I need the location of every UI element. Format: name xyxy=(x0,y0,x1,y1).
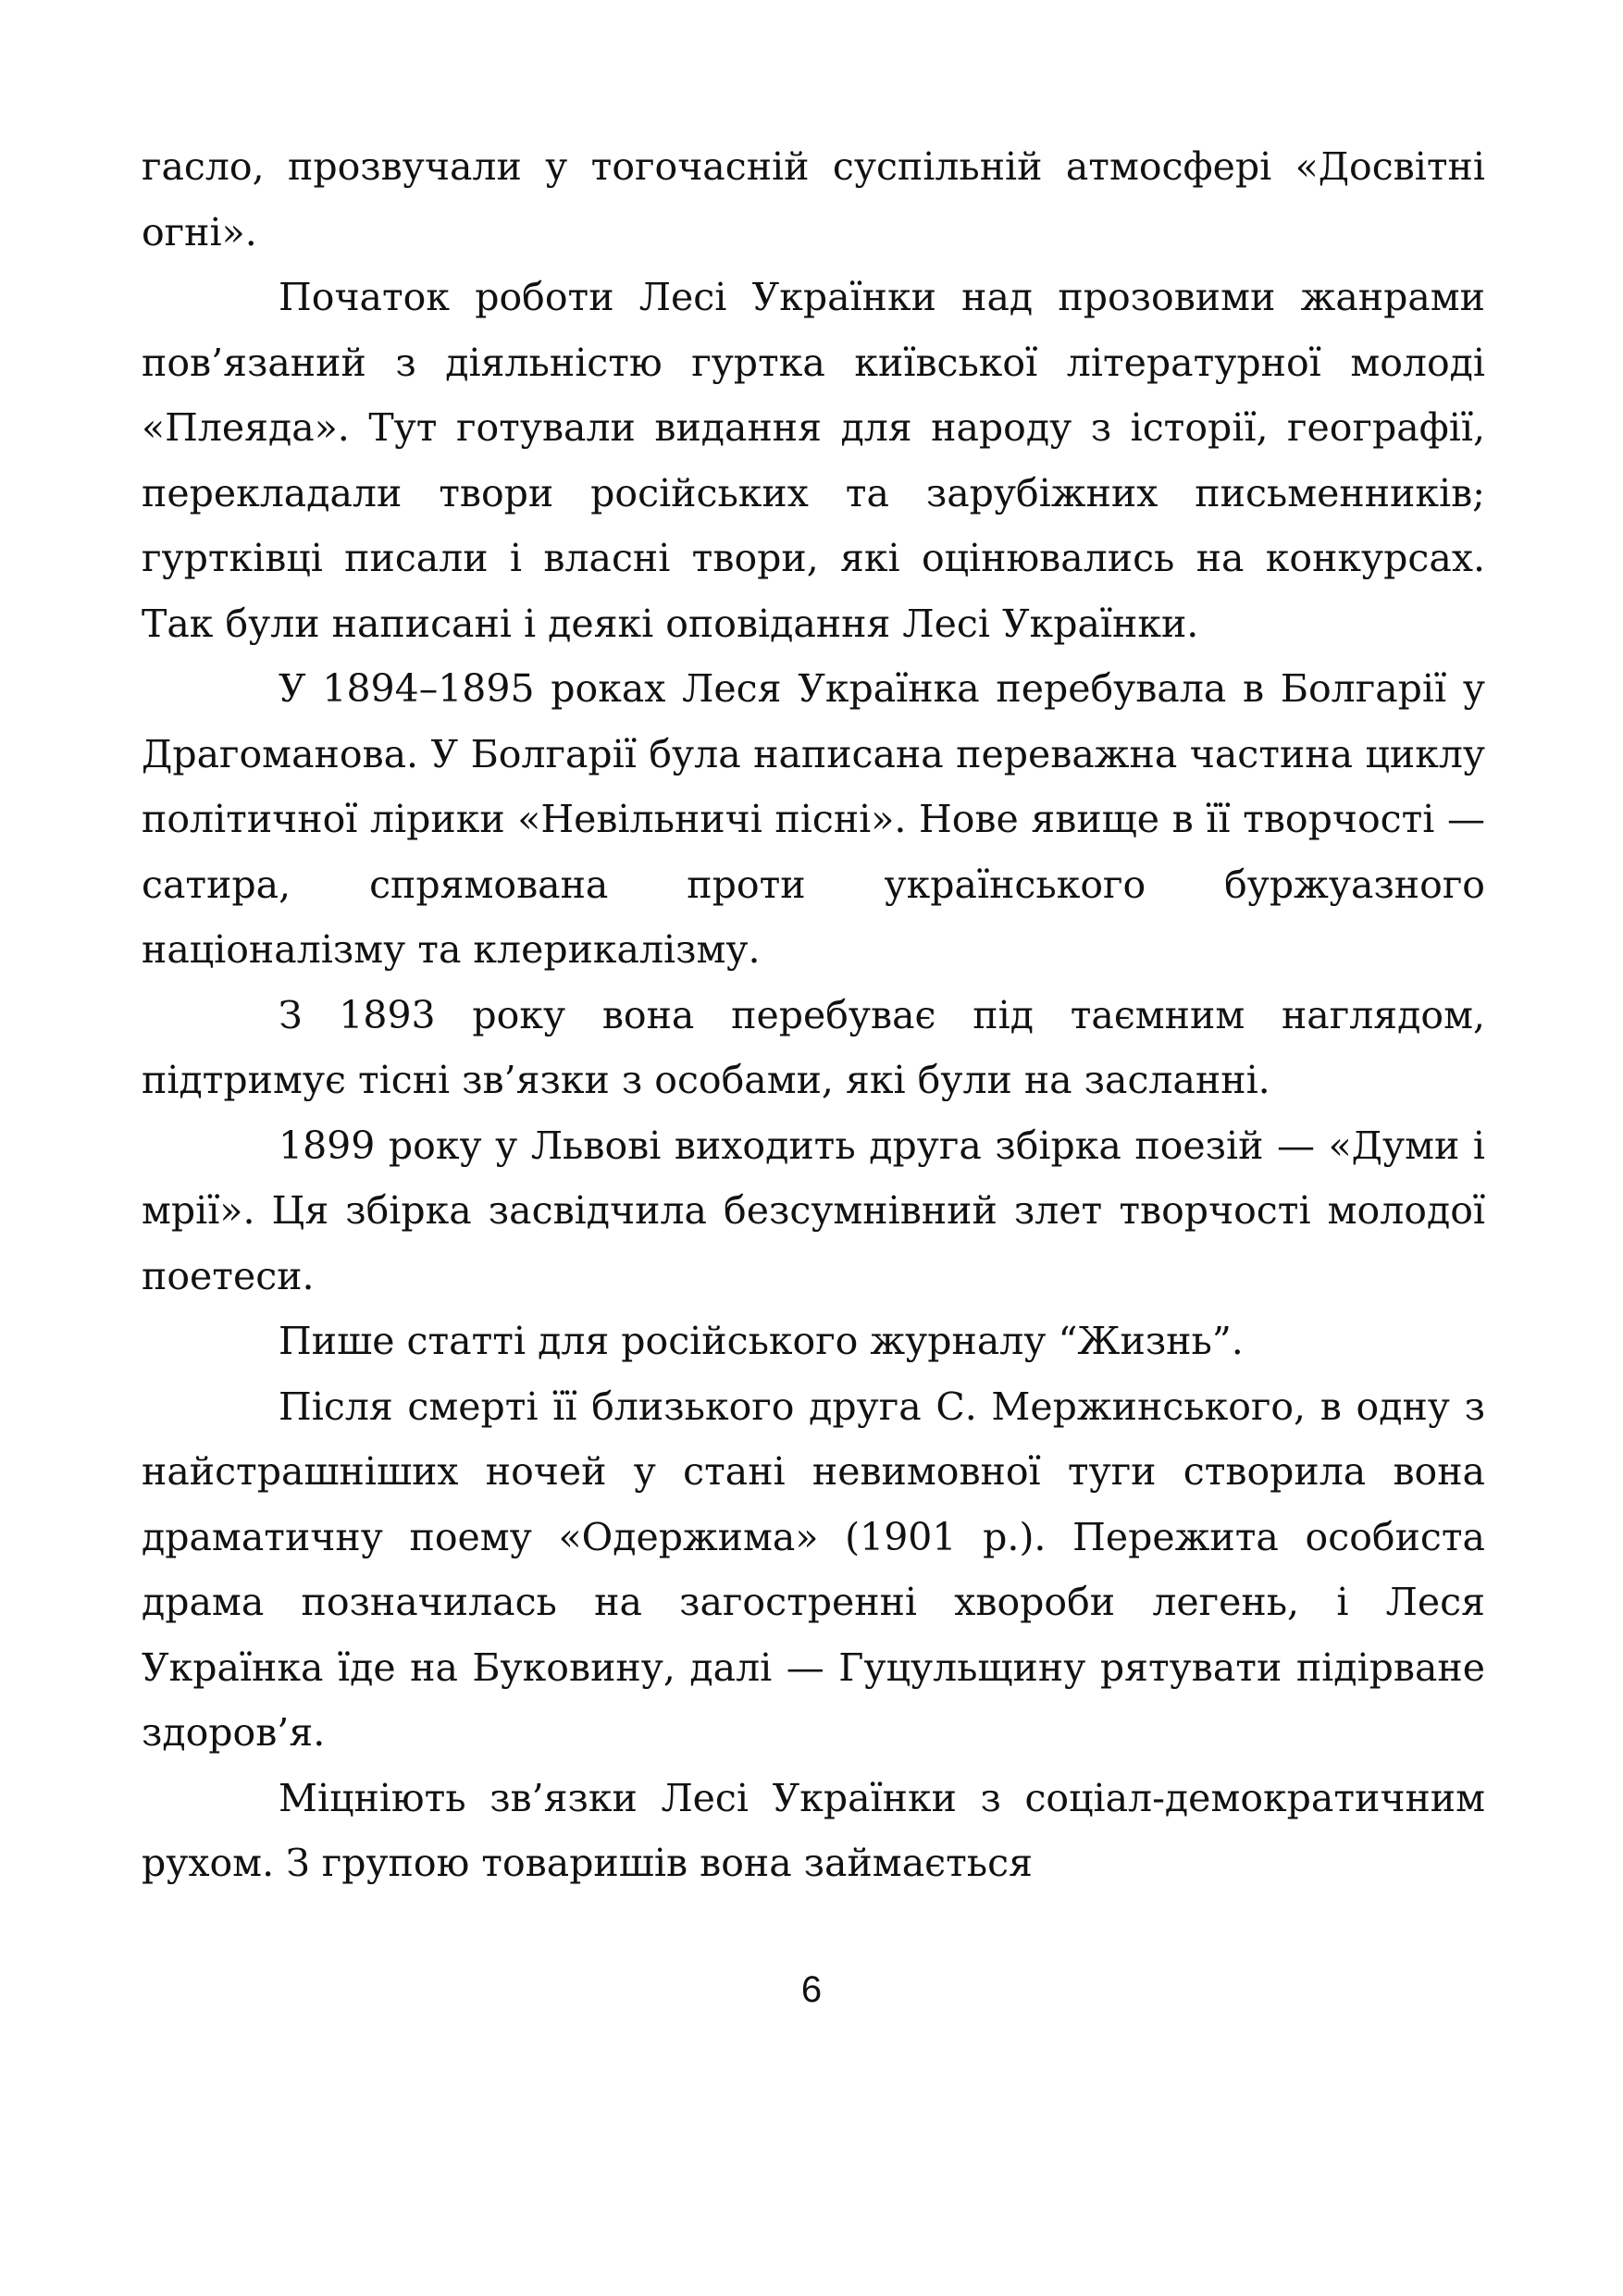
paragraph: Початок роботи Лесі Українки над прозовими жанрами пов’язаний з діяльністю гуртка київської літературної молоді «Плеяда». Тут готували видання для народу з історії, географії, перекладали твори російських та зарубіжних письменників; гуртківці писали і власні твори, які оцінювались на конкурсах. Так були написані і деякі оповідання Лесі Українки. xyxy=(142,275,1485,646)
paragraph: З 1893 року вона перебуває під таємним наглядом, підтримує тісні зв’язки з особами, які були на засланні. xyxy=(142,992,1485,1102)
paragraph: Пише статті для російського журналу “Жизнь”. xyxy=(279,1319,1244,1363)
paragraph: Міцніють зв’язки Лесі Українки з соціал-демократичним рухом. З групою товаришів вона займається xyxy=(142,1775,1485,1885)
body-text xyxy=(142,134,1485,1896)
page-number: 6 xyxy=(800,1969,823,2010)
paragraph: 1899 року у Львові виходить друга збірка поезій — «Думи і мрії». Ця збірка засвідчила безсумнівний злет творчості молодої поетеси. xyxy=(142,1123,1485,1298)
paragraph-continued: гасло, прозвучали у тогочасній суспільній атмосфері «Досвітні огні». xyxy=(142,144,1485,254)
paragraph: У 1894–1895 роках Леся Українка перебувала в Болгарії у Драгоманова. У Болгарії була написана переважна частина циклу політичної лірики «Невільничі пісні». Нове явище в її творчості — сатира, спрямована проти українського буржуазного націоналізму та клерикалізму. xyxy=(142,666,1485,972)
paragraph: Після смерті її близького друга С. Мержинського, в одну з найстрашніших ночей у стані невимовної туги створила вона драматичну поему «Одержима» (1901 р.). Пережита особиста драма позначилась на загостренні хвороби легень, і Леся Українка їде на Буковину, далі — Гуцульщину рятувати підірване здоров’я. xyxy=(142,1384,1485,1755)
